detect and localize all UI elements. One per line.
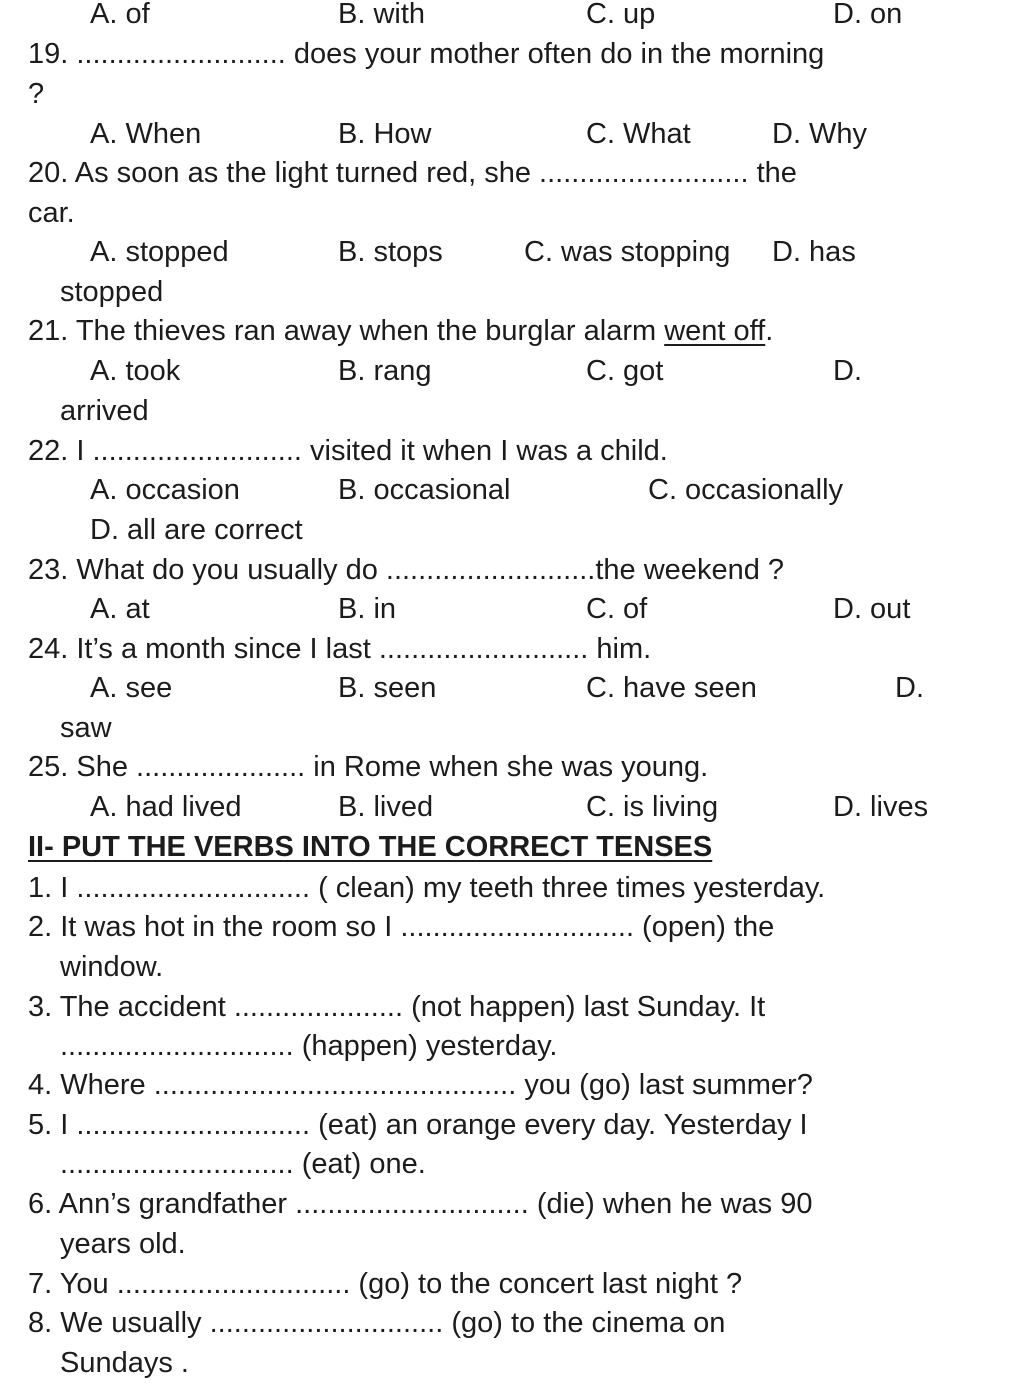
q21-option-d-cont: arrived [60,395,149,427]
q20-option-b: B. stops [338,236,443,268]
q22-option-c: C. occasionally [648,474,844,506]
q20-option-c: C. was stopping [524,236,731,268]
q19-option-c: C. What [586,118,691,150]
q21-underlined-phrase: went off [664,315,766,347]
q21-stem-text: 21. The thieves ran away when the burglar alarm [28,315,665,347]
exercise-line: ............................. (happen) yesterday. [60,1030,558,1062]
q18-option-a: A. of [90,0,150,30]
q20-option-d-cont: stopped [60,276,164,308]
q23-option-d: D. out [833,593,911,625]
q23-option-a: A. at [90,593,150,625]
q25-stem: 25. She ..................... in Rome when she was young. [28,751,709,783]
q18-option-b: B. with [338,0,426,30]
q21-option-c: C. got [586,355,664,387]
q19-stem: 19. .......................... does your mother often do in the morning [28,38,825,70]
q22-option-b: B. occasional [338,474,511,506]
q19-option-d: D. Why [772,118,868,150]
q20-option-a: A. stopped [90,236,229,268]
q21-stem [28,311,773,351]
q24-option-c: C. have seen [586,672,757,704]
q25-option-a: A. had lived [90,791,242,823]
q20-option-d: D. has [772,236,856,268]
q22-option-d: D. all are correct [90,514,303,546]
q21-option-d: D. [833,355,862,387]
q24-stem: 24. It’s a month since I last .......................... him. [28,633,652,665]
exercise-line: 7. You ............................. (go) to the concert last night ? [28,1268,743,1300]
exercise-line: ............................. (eat) one. [60,1148,426,1180]
q22-stem: 22. I .......................... visited it when I was a child. [28,435,668,467]
q22-option-a: A. occasion [90,474,240,506]
q24-option-b: B. seen [338,672,437,704]
exercise-line: 5. I ............................. (eat) an orange every day. Yesterday I [28,1109,808,1141]
q24-option-d: D. [895,672,924,704]
q19-option-a: A. When [90,118,202,150]
q19-option-b: B. How [338,118,432,150]
q25-option-c: C. is living [586,791,719,823]
exercise-line: 6. Ann’s grandfather ............................. (die) when he was 90 [28,1188,813,1220]
q21-option-b: B. rang [338,355,432,387]
exercise-line: 4. Where ............................................. you (go) last summer? [28,1069,813,1101]
q20-stem-cont: car. [28,197,75,229]
exercise-line: years old. [60,1228,186,1260]
q21-option-a: A. took [90,355,181,387]
q24-option-d-cont: saw [60,712,112,744]
q23-option-b: B. in [338,593,397,625]
exercise-line: window. [60,951,164,983]
q25-option-d: D. lives [833,791,929,823]
exercise-line: 3. The accident ..................... (not happen) last Sunday. It [28,991,766,1023]
q20-stem: 20. As soon as the light turned red, she .......................... the [28,157,797,189]
q18-option-c: C. up [586,0,656,30]
q24-option-a: A. see [90,672,173,704]
exercise-line: 8. We usually ............................. (go) to the cinema on [28,1307,726,1339]
q18-option-d: D. on [833,0,903,30]
q19-stem-cont: ? [28,78,45,110]
q25-option-b: B. lived [338,791,434,823]
exercise-line: Sundays . [60,1347,189,1379]
exercise-line: 1. I ............................. ( clean) my teeth three times yesterday. [28,872,826,904]
q23-stem: 23. What do you usually do ..........................the weekend ? [28,554,785,586]
section-heading: II- PUT THE VERBS INTO THE CORRECT TENSES [28,831,713,863]
exercise-line: 2. It was hot in the room so I ............................. (open) the [28,911,775,943]
q21-stem-end: . [765,315,774,347]
q23-option-c: C. of [586,593,648,625]
